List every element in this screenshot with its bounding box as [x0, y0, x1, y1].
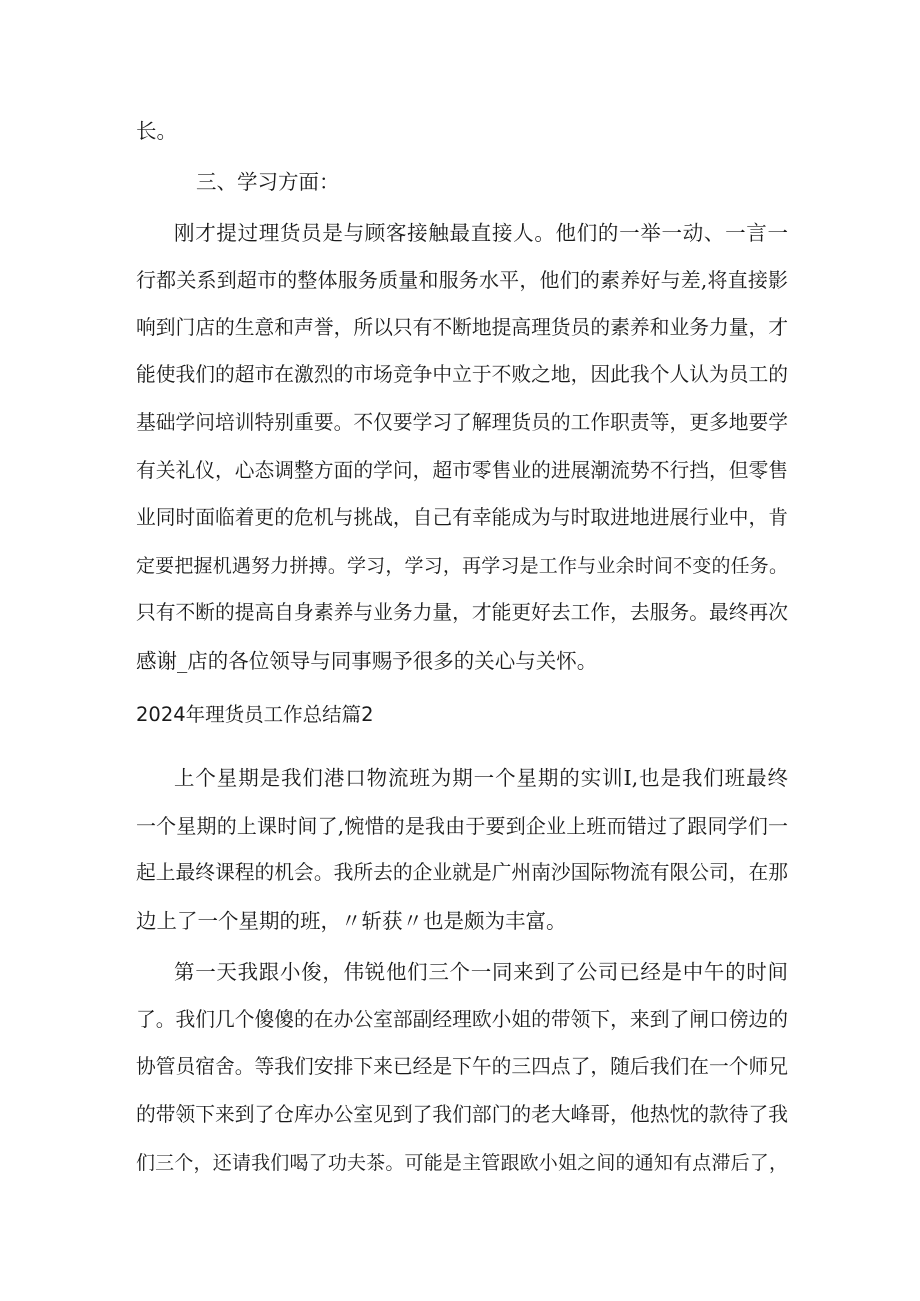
paragraph-line: 只有不断的提高自身素养与业务力量，才能更好去工作，去服务。最终再次: [136, 601, 788, 624]
paragraph-line: 们三个，还请我们喝了功夫茶。可能是主管跟欧小姐之间的通知有点滞后了，: [136, 1152, 788, 1174]
paragraph-line: 边上了一个星期的班，〃斩获〃也是颇为丰富。: [136, 909, 567, 933]
paragraph-line: 有关礼仪，心态调整方面的学问，超市零售业的进展潮流势不行挡，但零售: [136, 459, 788, 482]
paragraph-line: 响到门店的生意和声誉，所以只有不断地提高理货员的素养和业务力量，才: [136, 316, 788, 339]
paragraph-line: 第一天我跟小俊，伟锐他们三个一同来到了公司已经是中午的时间: [174, 960, 788, 984]
paragraph-line: 的带领下来到了仓库办公室见到了我们部门的老大峰哥，他热忱的款待了我: [136, 1103, 788, 1126]
article-title: 2024年理货员工作总结篇2: [136, 703, 374, 726]
paragraph-line: 了。我们几个傻傻的在办公室部副经理欧小姐的带领下，来到了闸口傍边的: [136, 1008, 788, 1031]
paragraph-line: 感谢_店的各位领导与同事赐予很多的关心与关怀。: [136, 649, 598, 673]
paragraph-line: 协管员宿舍。等我们安排下来已经是下午的三四点了，随后我们在一个师兄: [136, 1055, 788, 1078]
paragraph-line: 能使我们的超市在激烈的市场竞争中立于不败之地，因此我个人认为员工的: [136, 363, 788, 386]
paragraph-line: 一个星期的上课时间了,惋惜的是我由于要到企业上班而错过了跟同学们一: [136, 814, 788, 838]
section-heading-study: 三、学习方面：: [196, 170, 340, 194]
paragraph-line: 行都关系到超市的整体服务质量和服务水平，他们的素养好与差,将直接影: [136, 268, 788, 292]
paragraph-line: 刚才提过理货员是与顾客接触最直接人。他们的一举一动、一言一: [174, 221, 788, 245]
paragraph-line: 上个星期是我们港口物流班为期一个星期的实训I,也是我们班最终: [174, 766, 788, 790]
paragraph-line: 基础学问培训特别重要。不仅要学习了解理货员的工作职责等，更多地要学: [136, 411, 788, 434]
paragraph-line: 业同时面临着更的危机与挑战，自己有幸能成为与时取进地进展行业中，肯: [136, 506, 788, 529]
paragraph-line: 起上最终课程的机会。我所去的企业就是广州南沙国际物流有限公司，在那: [136, 861, 788, 884]
fragment-line: 长。: [136, 119, 177, 143]
paragraph-line: 定要把握机遇努力拼搏。学习，学习，再学习是工作与业余时间不变的任务。: [136, 555, 788, 577]
